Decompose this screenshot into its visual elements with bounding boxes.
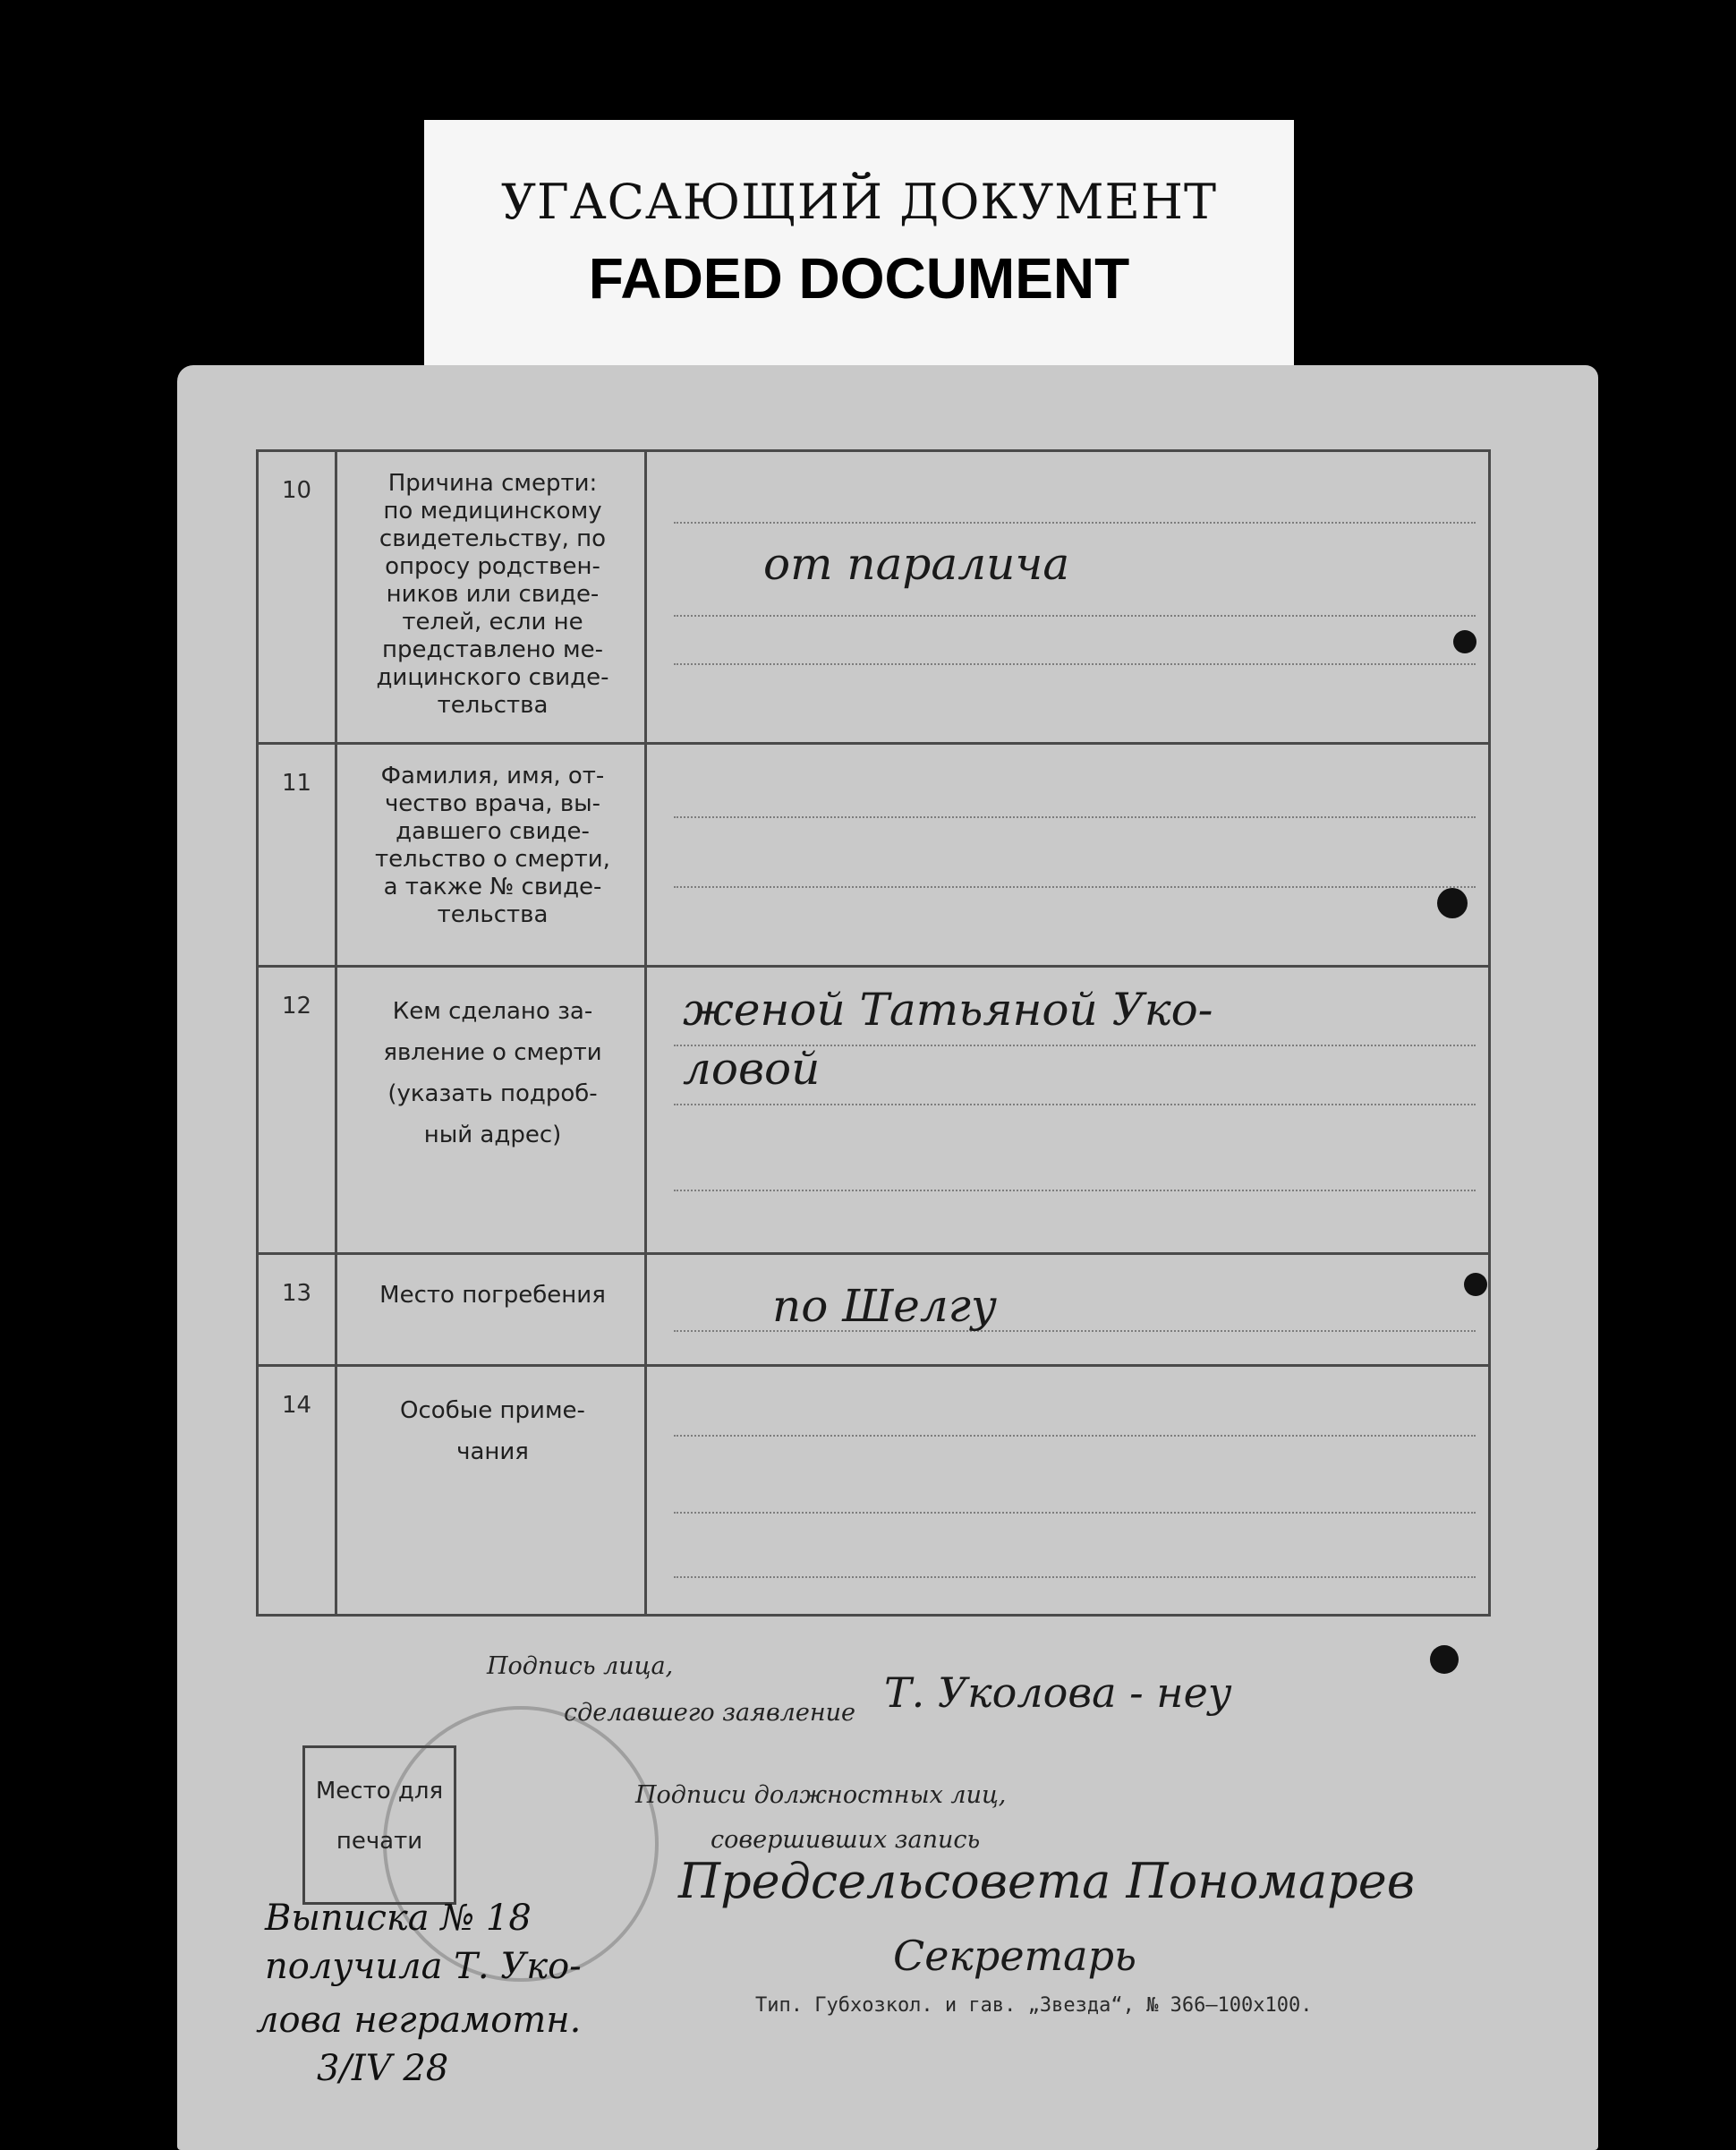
- paper-damage-spot: [1453, 630, 1476, 653]
- left-note-line-2: получила Т. Уко-: [265, 1946, 582, 1987]
- officials-caption-2: совершивших запись: [711, 1826, 981, 1854]
- row-value-notes: [647, 1367, 1488, 1614]
- faded-document-label: [424, 120, 1294, 380]
- row-label-doctor: Фамилия, имя, от- чество врача, вы- давшего свиде- тельство о смерти, а также № свиде- тельства: [375, 763, 610, 928]
- form-row-12: [258, 967, 1490, 1254]
- form-row-11: [258, 744, 1490, 967]
- row-number: 14: [281, 1392, 312, 1419]
- row-value-declarant: [647, 968, 1488, 1252]
- row-value-burial-place: [647, 1255, 1488, 1364]
- label-english: FADED DOCUMENT: [588, 246, 1130, 311]
- printer-imprint: Тип. Губхозкол. и гав. „Звезда“, № 366—100х100.: [755, 1994, 1313, 2017]
- left-note-line-4: 3/IV 28: [317, 2048, 449, 2089]
- row-value-cause-of-death: [647, 452, 1488, 742]
- paper-damage-spot: [1437, 888, 1468, 918]
- applicant-caption-2: сделавшего заявление: [564, 1699, 855, 1727]
- form-row-10: [258, 451, 1490, 744]
- paper-damage-spot: [1430, 1645, 1459, 1674]
- handwritten-cause: от паралича: [763, 538, 1070, 590]
- handwritten-declarant-1: женой Татьяной Уко-: [683, 984, 1213, 1036]
- row-label-notes: Особые приме- чания: [400, 1397, 585, 1465]
- row-number: 12: [281, 993, 312, 1020]
- stamp-box: Место для печати: [302, 1745, 456, 1905]
- paper-damage-spot: [1464, 1273, 1487, 1296]
- label-russian: УГАСАЮЩИЙ ДОКУМЕНТ: [500, 174, 1218, 230]
- row-label-declarant: Кем сделано за- явление о смерти (указать подроб- ный адрес): [383, 998, 602, 1148]
- row-label-cause-of-death: Причина смерти: по медицинскому свидетельству, по опросу родствен- ников или свиде- телей, если не представлено ме- дицинского свиде- тельства: [376, 470, 609, 719]
- handwritten-burial-place: по Шелгу: [772, 1280, 997, 1332]
- death-record-page: [177, 365, 1598, 2150]
- row-number: 13: [281, 1280, 312, 1307]
- row-label-burial-place: Место погребения: [379, 1282, 606, 1309]
- row-number: 10: [281, 477, 312, 504]
- applicant-signature: Т. Уколова - неу: [884, 1668, 1232, 1717]
- handwritten-declarant-2: ловой: [683, 1043, 821, 1095]
- record-form-table: [256, 449, 1491, 1617]
- official-signature-2: Секретарь: [893, 1932, 1137, 1980]
- left-note-line-1: Выписка № 18: [265, 1898, 532, 1939]
- row-number: 11: [281, 770, 312, 797]
- form-row-13: [258, 1254, 1490, 1366]
- form-row-14: [258, 1366, 1490, 1616]
- row-value-doctor: [647, 745, 1488, 965]
- official-signature-1: Предсельсовета Пономарев: [678, 1853, 1416, 1909]
- applicant-caption-1: Подпись лица,: [487, 1652, 674, 1680]
- left-note-line-3: лова неграмотн.: [256, 2000, 582, 2041]
- officials-caption-1: Подписи должностных лиц,: [635, 1781, 1007, 1809]
